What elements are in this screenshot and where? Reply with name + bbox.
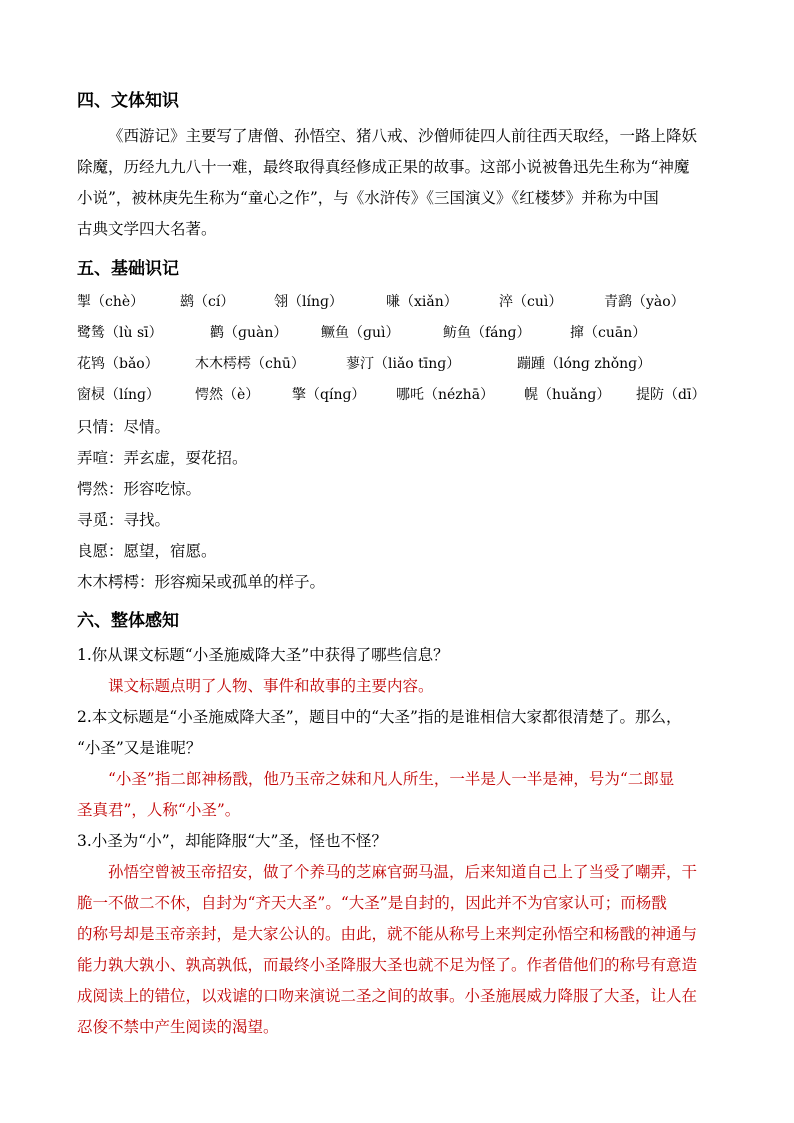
vocab-item: 鹭鸶（lù sī）	[77, 325, 163, 341]
vocab-item: 鲂鱼（fánɡ）	[443, 325, 531, 341]
definition-line: 愕然：形容吃惊。	[77, 480, 202, 498]
answer-3-line-2: 脆一不做二不休，自封为“齐天大圣”。“大圣”是自封的，因此并不为官家认可；而杨戬	[77, 894, 667, 912]
vocab-item: 窗棂（línɡ）	[77, 387, 160, 403]
sec4-paragraph-line-2: 除魔，历经九九八十一难，最终取得真经修成正果的故事。这部小说被鲁迅先生称为“神魔	[77, 158, 690, 176]
section-6-heading: 六、整体感知	[77, 611, 179, 631]
answer-2-line-2: 圣真君”，人称“小圣”。	[77, 801, 241, 819]
question-2-line-1: 2.本文标题是“小圣施威降大圣”，题目中的“大圣”指的是谁相信大家都很清楚了。那么，	[77, 708, 682, 726]
vocab-item: 提防（dī）	[636, 387, 706, 403]
vocab-item: 嗛（xiǎn）	[386, 294, 458, 310]
section-5-heading: 五、基础识记	[77, 259, 179, 279]
question-3: 3.小圣为“小”，却能降服“大”圣，怪也不怪？	[77, 832, 387, 850]
vocab-item: 鹚（cí）	[180, 294, 235, 310]
vocab-item: 擎（qínɡ）	[292, 387, 366, 403]
vocab-item: 哪吒（nézhā）	[396, 387, 495, 403]
vocab-item: 蓼汀（liǎo tīnɡ）	[346, 356, 461, 372]
answer-3-line-4: 能力孰大孰小、孰高孰低，而最终小圣降服大圣也就不足为怪了。作者借他们的称号有意造	[77, 956, 698, 974]
vocab-item: 幌（huǎnɡ）	[524, 387, 611, 403]
vocab-item: 撺（cuān）	[570, 325, 647, 341]
definition-line: 只情：尽情。	[77, 418, 171, 436]
vocab-item: 掣（chè）	[77, 294, 145, 310]
definition-line: 良愿：愿望，宿愿。	[77, 542, 217, 560]
question-2-line-2: “小圣”又是谁呢？	[77, 739, 202, 757]
vocab-item: 花鸨（bǎo）	[77, 356, 159, 372]
question-1: 1.你从课文标题“小圣施威降大圣”中获得了哪些信息？	[77, 646, 449, 664]
answer-3-line-3: 的称号却是玉帝亲封，是大家公认的。由此，就不能从称号上来判定孙悟空和杨戬的神通与	[77, 925, 698, 943]
definition-line: 木木樗樗：形容痴呆或孤单的样子。	[77, 573, 326, 591]
vocab-item: 愕然（è）	[195, 387, 260, 403]
definition-line: 弄喧：弄玄虚，耍花招。	[77, 449, 248, 467]
answer-3-line-5: 成阅读上的错位，以戏谑的口吻来演说二圣之间的故事。小圣施展威力降服了大圣，让人在	[77, 987, 698, 1005]
vocab-item: 翎（línɡ）	[274, 294, 343, 310]
vocab-item: 青鹞（yào）	[604, 294, 685, 310]
sec4-paragraph-line-1: 《西游记》主要写了唐僧、孙悟空、猪八戒、沙僧师徒四人前往西天取经，一路上降妖	[108, 127, 698, 145]
vocab-item: 淬（cuì）	[499, 294, 563, 310]
answer-3-line-1: 孙悟空曾被玉帝招安，做了个养马的芝麻官弼马温，后来知道自己上了当受了嘲弄，干	[108, 863, 698, 881]
section-4-heading: 四、文体知识	[77, 91, 179, 111]
definition-line: 寻觅：寻找。	[77, 511, 171, 529]
vocab-item: 鹳（ɡuàn）	[210, 325, 288, 341]
answer-2-line-1: “小圣”指二郎神杨戬，他乃玉帝之妹和凡人所生，一半是人一半是神，号为“二郎显	[108, 770, 675, 788]
vocab-item: 木木樗樗（chū）	[195, 356, 305, 372]
vocab-item: 鳜鱼（ɡuì）	[321, 325, 400, 341]
sec4-paragraph-line-4: 古典文学四大名著。	[77, 220, 217, 238]
answer-3-line-6: 忍俊不禁中产生阅读的渴望。	[77, 1018, 279, 1036]
sec4-paragraph-line-3: 小说”，被林庚先生称为“童心之作”，与《水浒传》《三国演义》《红楼梦》并称为中国	[77, 189, 659, 207]
vocab-item: 蹦踵（lónɡ zhǒnɡ）	[517, 356, 652, 372]
answer-1: 课文标题点明了人物、事件和故事的主要内容。	[108, 677, 434, 695]
